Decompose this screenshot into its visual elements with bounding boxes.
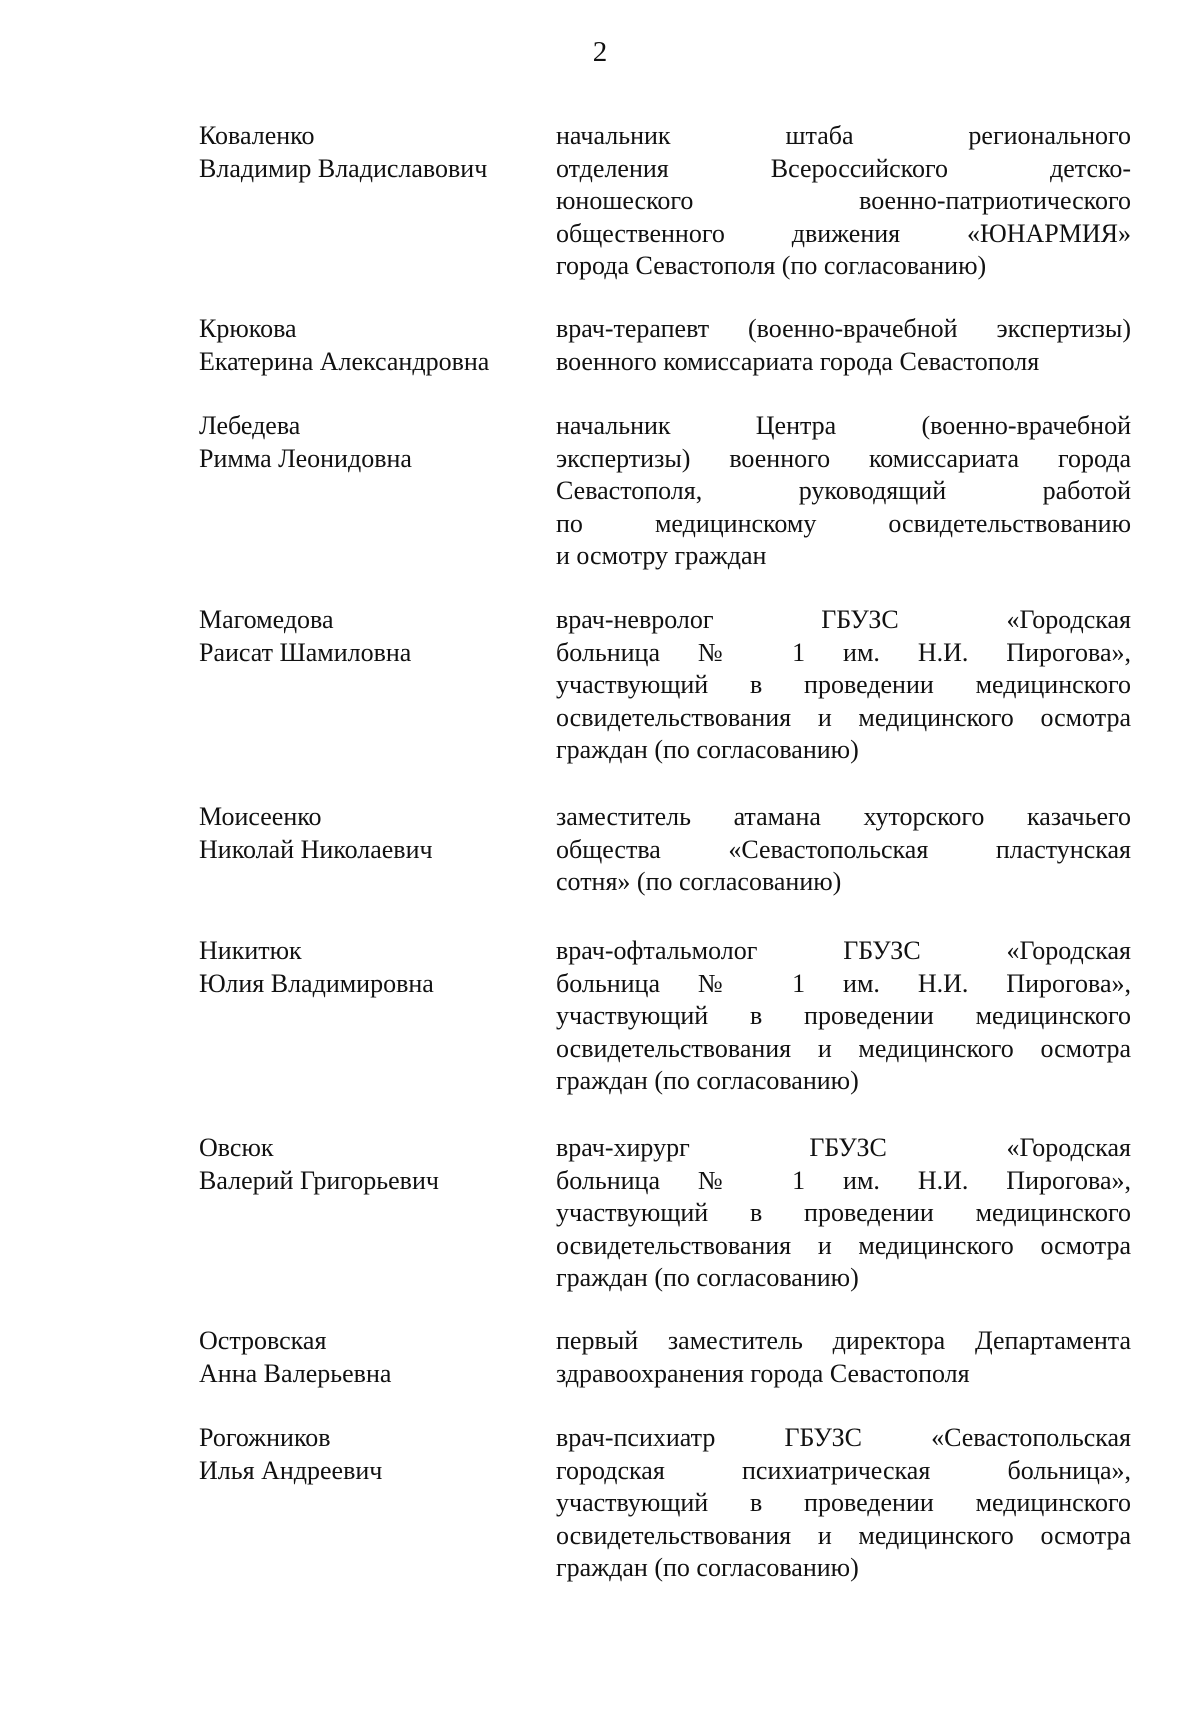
member-position (556, 935, 1131, 1098)
position-line: экспертизы) военного комиссариата города (556, 443, 1131, 473)
position-line: больница № 1 им. Н.И. Пирогова», (556, 637, 1131, 667)
position-line: юношеского военно-патриотического (556, 186, 1131, 215)
position-line: сотня» (по согласованию) (556, 867, 842, 896)
member-given-names: Владимир Владиславович (199, 153, 488, 183)
position-line: больница № 1 им. Н.И. Пирогова», (556, 1165, 1131, 1195)
member-name (199, 120, 539, 185)
member-surname: Моисеенко (199, 802, 322, 831)
member-name (199, 801, 539, 866)
member-given-names: Юлия Владимировна (199, 968, 434, 998)
position-line: граждан (по согласованию) (556, 1066, 859, 1095)
member-given-names: Анна Валерьевна (199, 1358, 392, 1388)
position-line: освидетельствования и медицинского осмотра (556, 1230, 1131, 1260)
member-given-names: Илья Андреевич (199, 1455, 383, 1485)
position-line: врач-невролог ГБУЗС «Городская (556, 605, 1131, 634)
position-line: городская психиатрическая больница», (556, 1455, 1131, 1485)
position-line: начальник Центра (военно-врачебной (556, 411, 1131, 440)
member-surname: Магомедова (199, 605, 334, 634)
position-line: общественного движения «ЮНАРМИЯ» (556, 218, 1131, 248)
member-name (199, 604, 539, 669)
member-surname: Крюкова (199, 314, 297, 343)
position-line: больница № 1 им. Н.И. Пирогова», (556, 968, 1131, 998)
position-line: граждан (по согласованию) (556, 735, 859, 764)
position-line: освидетельствования и медицинского осмотра (556, 1520, 1131, 1550)
member-given-names: Николай Николаевич (199, 834, 433, 864)
position-line: граждан (по согласованию) (556, 1553, 859, 1582)
member-name (199, 1325, 539, 1390)
member-given-names: Римма Леонидовна (199, 443, 412, 473)
member-name (199, 935, 539, 1000)
member-name (199, 410, 539, 475)
position-line: врач-офтальмолог ГБУЗС «Городская (556, 936, 1131, 965)
member-position (556, 120, 1131, 283)
position-line: освидетельствования и медицинского осмотра (556, 702, 1131, 732)
member-surname: Рогожников (199, 1423, 331, 1452)
position-line: отделения Всероссийского детско- (556, 153, 1131, 183)
position-line: заместитель атамана хуторского казачьего (556, 802, 1131, 831)
position-line: Севастополя, руководящий работой (556, 476, 1131, 505)
member-position (556, 1325, 1131, 1390)
position-line: участвующий в проведении медицинского (556, 670, 1131, 699)
member-position (556, 410, 1131, 573)
member-surname: Островская (199, 1326, 327, 1355)
position-line: врач-хирург ГБУЗС «Городская (556, 1133, 1131, 1162)
member-name (199, 1132, 539, 1197)
member-position (556, 313, 1131, 378)
member-surname: Никитюк (199, 936, 302, 965)
member-position (556, 604, 1131, 767)
member-position (556, 1422, 1131, 1585)
member-surname: Коваленко (199, 121, 315, 150)
position-line: первый заместитель директора Департамента (556, 1326, 1131, 1355)
position-line: начальник штаба регионального (556, 121, 1131, 150)
position-line: участвующий в проведении медицинского (556, 1198, 1131, 1227)
member-surname: Лебедева (199, 411, 301, 440)
member-given-names: Екатерина Александровна (199, 346, 490, 376)
position-line: участвующий в проведении медицинского (556, 1488, 1131, 1517)
position-line: здравоохранения города Севастополя (556, 1358, 970, 1388)
member-position (556, 1132, 1131, 1295)
position-line: освидетельствования и медицинского осмотра (556, 1033, 1131, 1063)
member-position (556, 801, 1131, 899)
position-line: врач-терапевт (военно-врачебной экспертизы) (556, 314, 1131, 343)
position-line: и осмотру граждан (556, 541, 767, 570)
position-line: по медицинскому освидетельствованию (556, 508, 1131, 538)
position-line: общества «Севастопольская пластунская (556, 834, 1131, 864)
position-line: участвующий в проведении медицинского (556, 1001, 1131, 1030)
position-line: граждан (по согласованию) (556, 1263, 859, 1292)
member-given-names: Валерий Григорьевич (199, 1165, 439, 1195)
position-line: города Севастополя (по согласованию) (556, 251, 987, 280)
page-number: 2 (592, 36, 608, 68)
member-name (199, 1422, 539, 1487)
member-name (199, 313, 539, 378)
member-given-names: Раисат Шамиловна (199, 637, 412, 667)
position-line: врач-психиатр ГБУЗС «Севастопольская (556, 1423, 1131, 1452)
member-surname: Овсюк (199, 1133, 274, 1162)
position-line: военного комиссариата города Севастополя (556, 346, 1040, 376)
